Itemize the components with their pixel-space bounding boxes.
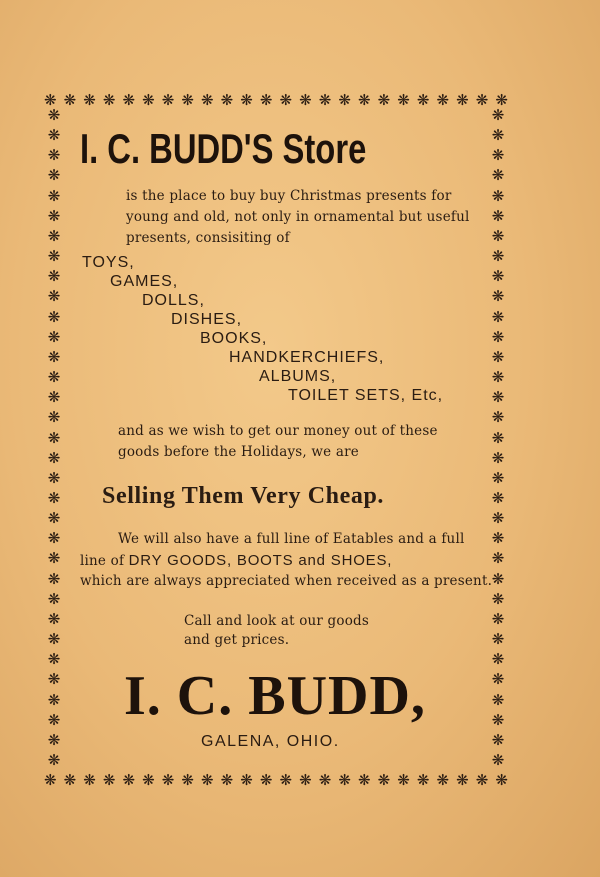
item-games: GAMES, (110, 273, 179, 290)
ornament-icon: ❋ (436, 90, 450, 109)
ornament-icon: ❋ (436, 770, 450, 789)
intro-line-3: presents, consisiting of (126, 230, 290, 246)
right-ornament-border (488, 108, 508, 768)
ornament-icon: ❋ (47, 690, 61, 709)
ornament-icon: ❋ (495, 90, 508, 109)
ornament-icon: ❋ (201, 770, 214, 789)
ornament-icon: ❋ (358, 90, 371, 109)
ornament-icon: ❋ (47, 206, 61, 225)
ornament-icon: ❋ (491, 690, 505, 709)
ornament-icon: ❋ (47, 448, 61, 467)
ornament-icon: ❋ (377, 770, 391, 789)
ornament-icon: ❋ (47, 630, 61, 649)
also-line-1: We will also have a full line of Eatables and a full (118, 531, 465, 547)
ornament-icon: ❋ (491, 206, 505, 225)
ornament-icon: ❋ (491, 730, 505, 749)
ornament-icon: ❋ (475, 770, 489, 789)
ornament-icon: ❋ (491, 428, 505, 447)
ornament-icon: ❋ (491, 488, 505, 507)
item-toilet-sets: TOILET SETS, Etc, (288, 387, 444, 404)
ornament-icon: ❋ (47, 347, 61, 366)
ornament-icon: ❋ (47, 670, 61, 689)
ornament-icon: ❋ (47, 650, 61, 669)
ornament-icon: ❋ (495, 770, 508, 789)
ornament-icon: ❋ (122, 90, 136, 109)
call-line-1: Call and look at our goods (184, 613, 370, 629)
ornament-icon: ❋ (491, 468, 505, 487)
ornament-icon: ❋ (397, 90, 410, 109)
ornament-icon: ❋ (416, 90, 430, 109)
ornament-icon: ❋ (47, 751, 61, 769)
ornament-icon: ❋ (279, 90, 293, 109)
ornament-icon: ❋ (491, 368, 505, 387)
item-books: BOOKS, (200, 330, 268, 347)
signature-name: I. C. BUDD, (124, 665, 426, 727)
ornament-icon: ❋ (491, 247, 505, 266)
ornament-icon: ❋ (491, 448, 505, 467)
ornament-icon: ❋ (397, 770, 410, 789)
intro-line-2: young and old, not only in ornamental but useful (126, 209, 470, 225)
ornament-icon: ❋ (83, 90, 96, 109)
ornament-icon: ❋ (47, 509, 61, 528)
ornament-icon: ❋ (47, 388, 61, 407)
item-toys: TOYS, (82, 254, 135, 271)
ornament-icon: ❋ (44, 90, 57, 109)
ornament-icon: ❋ (47, 226, 61, 245)
ornament-icon: ❋ (63, 770, 77, 789)
ornament-icon: ❋ (201, 90, 214, 109)
ornament-icon: ❋ (491, 186, 505, 205)
ornament-icon: ❋ (47, 468, 61, 487)
item-dishes: DISHES, (171, 311, 243, 328)
ornament-icon: ❋ (491, 347, 505, 366)
ornament-icon: ❋ (279, 770, 293, 789)
ornament-icon: ❋ (240, 90, 253, 109)
ornament-icon: ❋ (491, 710, 505, 729)
ornament-icon: ❋ (47, 126, 61, 145)
ornament-icon: ❋ (47, 730, 61, 749)
ornament-icon: ❋ (47, 307, 61, 326)
ornament-icon: ❋ (491, 529, 505, 548)
ornament-icon: ❋ (142, 90, 155, 109)
ornament-icon: ❋ (456, 90, 469, 109)
ornament-icon: ❋ (47, 408, 61, 427)
ornament-icon: ❋ (47, 569, 61, 588)
left-ornament-border (44, 108, 64, 768)
ornament-icon: ❋ (47, 166, 61, 185)
ornament-icon: ❋ (491, 226, 505, 245)
ornament-icon: ❋ (491, 408, 505, 427)
ornament-icon: ❋ (475, 90, 489, 109)
ornament-icon: ❋ (491, 630, 505, 649)
store-title: I. C. BUDD'S Store (80, 125, 367, 172)
ornament-icon: ❋ (47, 488, 61, 507)
ornament-icon: ❋ (161, 770, 175, 789)
ornament-icon: ❋ (63, 90, 77, 109)
ornament-icon: ❋ (47, 267, 61, 286)
ornament-icon: ❋ (491, 166, 505, 185)
ornament-icon: ❋ (491, 106, 505, 124)
ornament-icon: ❋ (491, 509, 505, 528)
ornament-icon: ❋ (491, 589, 505, 608)
ornament-icon: ❋ (491, 569, 505, 588)
ornament-icon: ❋ (416, 770, 430, 789)
ornament-icon: ❋ (491, 327, 505, 346)
ornament-icon: ❋ (47, 609, 61, 628)
ornament-icon: ❋ (47, 106, 61, 124)
ornament-icon: ❋ (491, 670, 505, 689)
ornament-icon: ❋ (318, 90, 332, 109)
ornament-icon: ❋ (491, 287, 505, 306)
ornament-icon: ❋ (491, 609, 505, 628)
ornament-icon: ❋ (102, 90, 116, 109)
headline: Selling Them Very Cheap. (102, 483, 384, 509)
ornament-icon: ❋ (491, 126, 505, 145)
ornament-icon: ❋ (259, 90, 273, 109)
ornament-icon: ❋ (47, 247, 61, 266)
ornament-icon: ❋ (47, 529, 61, 548)
ornament-icon: ❋ (491, 751, 505, 769)
ornament-icon: ❋ (181, 90, 194, 109)
ornament-icon: ❋ (491, 388, 505, 407)
ornament-icon: ❋ (142, 770, 155, 789)
ornament-icon: ❋ (456, 770, 469, 789)
ornament-icon: ❋ (220, 770, 234, 789)
ornament-icon: ❋ (299, 90, 312, 109)
ornament-icon: ❋ (299, 770, 312, 789)
ornament-icon: ❋ (377, 90, 391, 109)
ornament-icon: ❋ (44, 770, 57, 789)
ornament-icon: ❋ (47, 368, 61, 387)
ornament-icon: ❋ (47, 287, 61, 306)
location: GALENA, OHIO. (201, 733, 340, 750)
item-handkerchiefs: HANDKERCHIEFS, (229, 349, 385, 366)
ornament-icon: ❋ (181, 770, 194, 789)
ornament-icon: ❋ (47, 549, 61, 568)
ornament-icon: ❋ (491, 650, 505, 669)
call-line-2: and get prices. (184, 632, 290, 648)
dry-goods-text: DRY GOODS, BOOTS and SHOES, (128, 552, 393, 569)
ornament-icon: ❋ (318, 770, 332, 789)
ornament-icon: ❋ (491, 549, 505, 568)
also-line-3: which are always appreciated when received as a present. (80, 573, 493, 589)
also-line-2-prefix: line of (80, 553, 125, 569)
ornament-icon: ❋ (161, 90, 175, 109)
also-line-2 (80, 550, 392, 572)
ornament-icon: ❋ (47, 589, 61, 608)
ornament-icon: ❋ (47, 327, 61, 346)
bottom-ornament-border (44, 770, 508, 790)
ornament-icon: ❋ (240, 770, 253, 789)
ornament-icon: ❋ (358, 770, 371, 789)
ornament-icon: ❋ (47, 146, 61, 165)
item-dolls: DOLLS, (142, 292, 205, 309)
ornament-icon: ❋ (338, 90, 351, 109)
ornament-icon: ❋ (47, 428, 61, 447)
intro-line-1: is the place to buy buy Christmas presents for (126, 188, 452, 204)
ornament-icon: ❋ (220, 90, 234, 109)
ornament-icon: ❋ (491, 267, 505, 286)
ornament-icon: ❋ (338, 770, 351, 789)
ornament-icon: ❋ (491, 307, 505, 326)
ornament-icon: ❋ (259, 770, 273, 789)
ornament-icon: ❋ (122, 770, 136, 789)
ornament-icon: ❋ (47, 710, 61, 729)
item-albums: ALBUMS, (259, 368, 337, 385)
middle-line-2: goods before the Holidays, we are (118, 444, 359, 460)
ornament-icon: ❋ (491, 146, 505, 165)
ornament-icon: ❋ (102, 770, 116, 789)
ornament-icon: ❋ (83, 770, 96, 789)
top-ornament-border (44, 90, 508, 110)
middle-line-1: and as we wish to get our money out of these (118, 423, 438, 439)
ornament-icon: ❋ (47, 186, 61, 205)
